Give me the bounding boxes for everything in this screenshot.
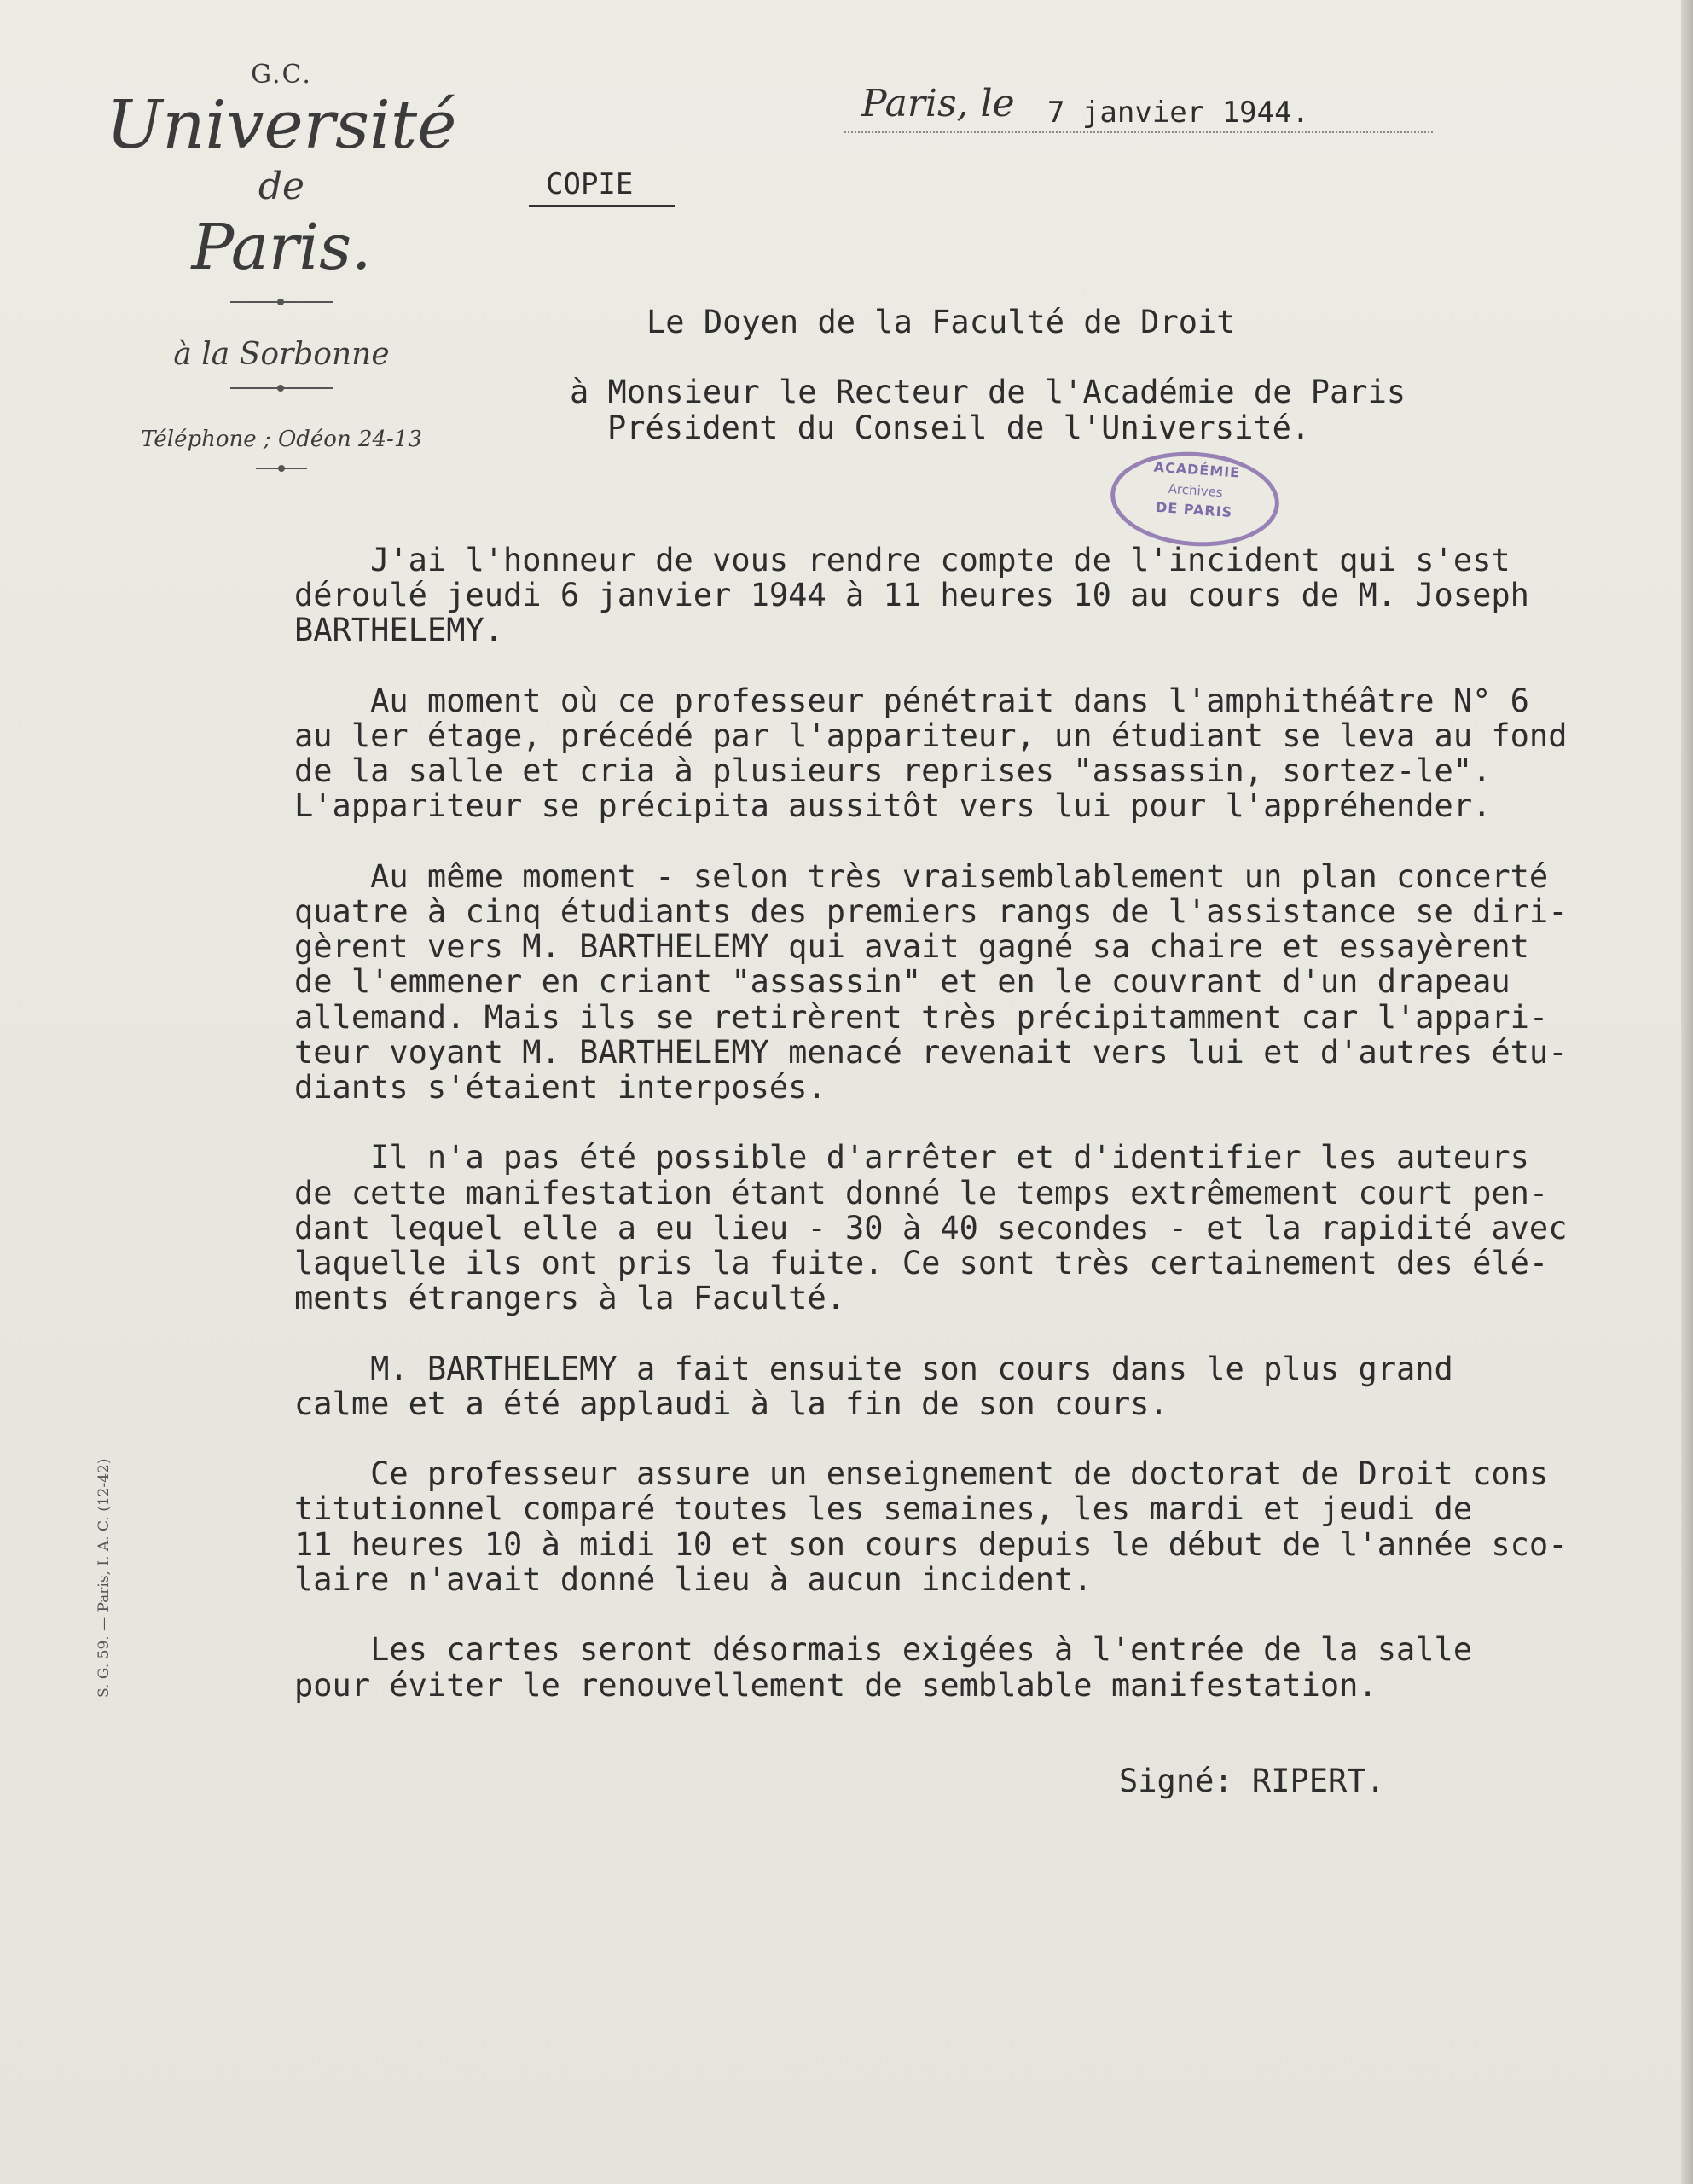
page-edge-shadow [1681,0,1693,2184]
body-line [294,648,1567,683]
date-place: Paris, le [861,82,1015,125]
body-line: au ler étage, précédé par l'appariteur, un étudiant se leva au fond [294,717,1568,755]
body-line: Au même moment - selon très vraisemblablement un plan concerté [294,857,1549,895]
stamp-middle-text: Archives [1168,480,1224,501]
body-line: de cette manifestation étant donné le temps extrêmement court pen- [294,1174,1549,1211]
body-line: gèrent vers M. BARTHELEMY qui avait gagné sa chaire et essayèrent [294,928,1529,966]
body-line: de la salle et cria à plusieurs reprises "assassin, sortez-le". [294,752,1492,790]
recipient-line-1: à Monsieur le Recteur de l'Académie de Paris [570,374,1406,410]
body-line: quatre à cinq étudiants des premiers rangs de l'assistance se diri- [294,893,1568,931]
letterhead-divider-small [256,468,307,469]
letterhead-university: Université [106,87,457,164]
letterhead-initials: G.C. [251,60,312,90]
body-line: diants s'étaient interposés. [294,1069,826,1107]
letterhead-divider [230,301,333,303]
letterhead [102,60,461,469]
body-line: Les cartes seront désormais exigées à l'entrée de la salle [294,1631,1473,1669]
letterhead-de: de [258,165,305,208]
letterhead-phone: Téléphone ; Odéon 24-13 [141,427,422,452]
body-line: L'appariteur se précipita aussitôt vers lui pour l'appréhender. [294,787,1492,825]
body-line: pour éviter le renouvellement de semblable manifestation. [294,1666,1377,1704]
date-value: 7 janvier 1944. [1047,96,1310,130]
body-line: titutionnel comparé toutes les semaines, les mardi et jeudi de [294,1490,1473,1528]
body-line: ments étrangers à la Faculté. [294,1280,846,1317]
body-line: calme et a été applaudi à la fin de son cours. [294,1385,1168,1422]
copie-underline [529,205,675,207]
letterhead-location: à la Sorbonne [173,337,390,372]
body-line: Il n'a pas été possible d'arrêter et d'identifier les auteurs [294,1139,1529,1176]
body-line: dant lequel elle a eu lieu - 30 à 40 secondes - et la rapidité avec [294,1209,1568,1246]
body-line: allemand. Mais ils se retirèrent très précipitamment car l'appari- [294,998,1549,1036]
body-line: teur voyant M. BARTHELEMY menacé revenait vers lui et d'autres étu- [294,1033,1568,1071]
body-line: M. BARTHELEMY a fait ensuite son cours dans le plus grand [294,1350,1453,1387]
body-line: BARTHELEMY. [294,612,504,649]
letterhead-city: Paris. [191,211,372,284]
letter-body [294,543,1567,1703]
stamp-top-text: ACADÉMIE [1153,458,1241,481]
body-line [294,1421,1567,1456]
body-line [294,1316,1567,1350]
body-line: laquelle ils ont pris la fuite. Ce sont très certainement des élé- [294,1245,1549,1282]
body-line: de l'emmener en criant "assassin" et en le couvrant d'un drapeau [294,963,1510,1001]
printer-imprint: S. G. 59. — Paris, I. A. C. (12-42) [96,1458,113,1698]
sender-line: Le Doyen de la Faculté de Droit [646,304,1236,340]
stamp-bottom-text: DE PARIS [1155,498,1233,521]
body-line: déroulé jeudi 6 janvier 1944 à 11 heures 10 au cours de M. Joseph [294,577,1529,614]
body-line [294,824,1567,859]
copie-heading: COPIE [546,167,634,201]
body-line: Au moment où ce professeur pénétrait dans l'amphithéâtre N° 6 [294,682,1529,719]
body-line [294,1597,1567,1632]
body-line: Ce professeur assure un enseignement de doctorat de Droit cons [294,1455,1549,1493]
signature: Signé: RIPERT. [1119,1763,1385,1799]
letterhead-divider [230,387,333,389]
body-line [294,1105,1567,1140]
body-line: J'ai l'honneur de vous rendre compte de l'incident qui s'est [294,542,1510,578]
body-line: 11 heures 10 à midi 10 et son cours depuis le début de l'année sco- [294,1525,1568,1563]
body-line: laire n'avait donné lieu à aucun incident. [294,1560,1093,1598]
recipient-line-2: Président du Conseil de l'Université. [607,410,1311,446]
